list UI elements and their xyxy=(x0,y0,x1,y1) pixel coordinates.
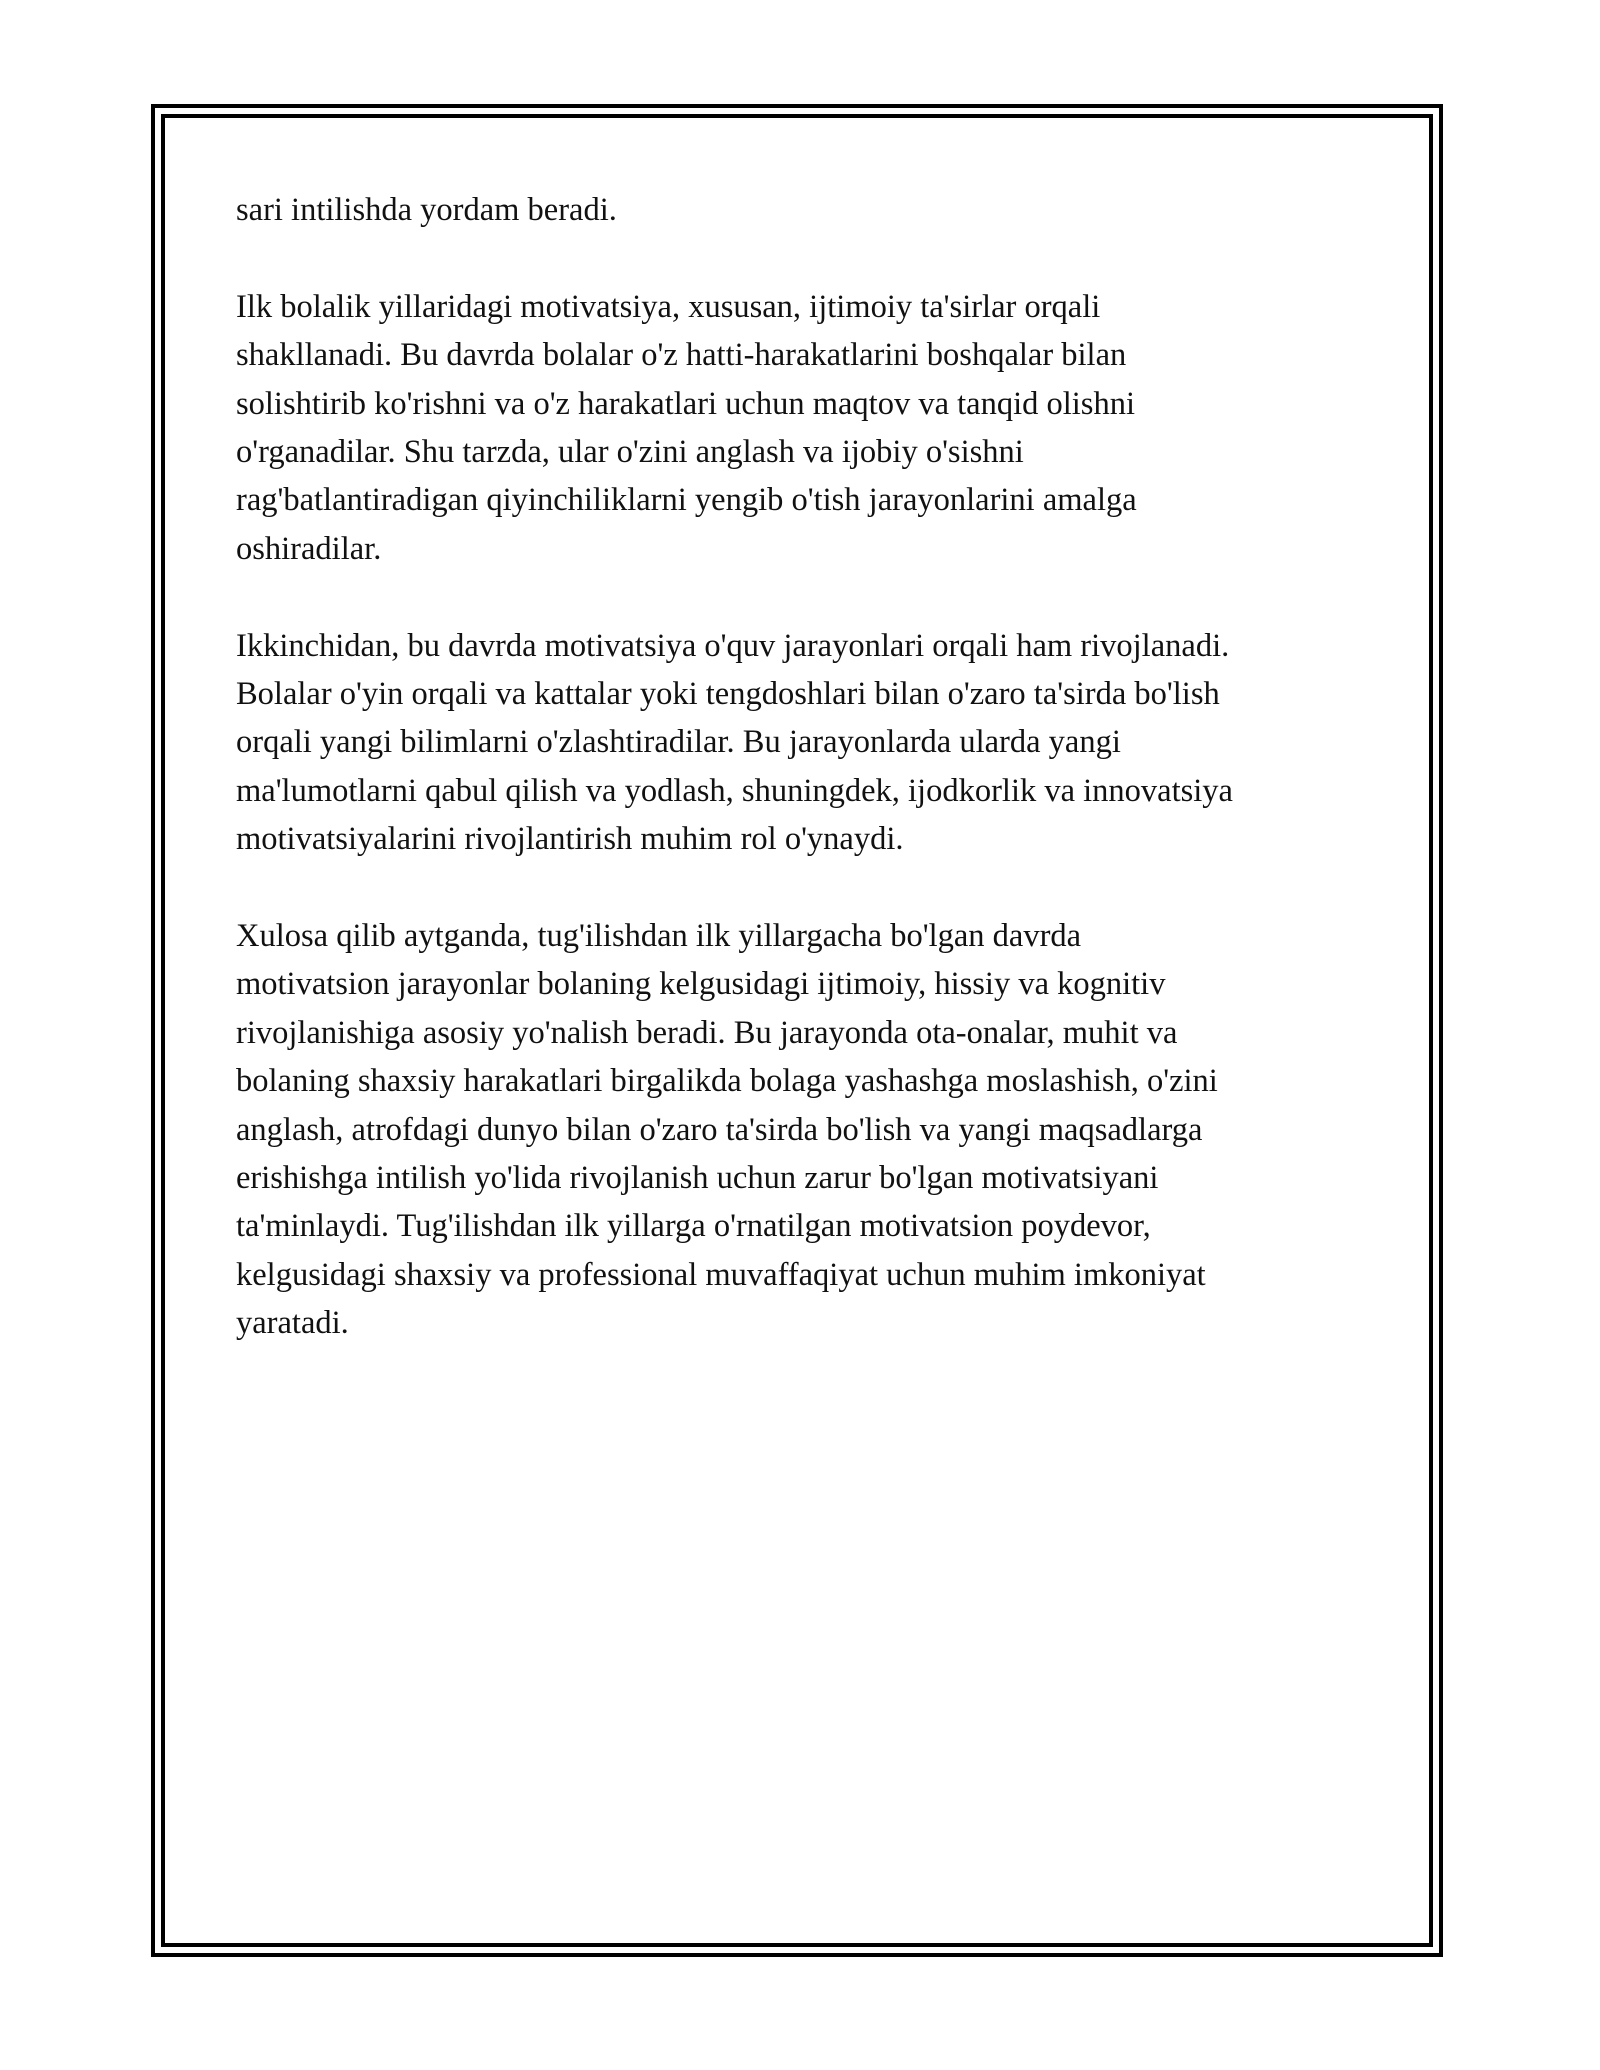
paragraph-4: Xulosa qilib aytganda, tug'ilishdan ilk yillargacha bo'lgan davrda motivatsion jarayonlar bolaning kelgusidagi ijtimoiy, hissiy va kognitiv rivojlanishiga asosiy yo'nalish beradi. Bu jarayonda ota-onalar, muhit va bolaning shaxsiy harakatlari birgalikda bolaga yashashga moslashish, o'zini anglash, atrofdagi dunyo bilan o'zaro ta'sirda bo'lish va yangi maqsadlarga erishishga intilish yo'lida rivojlanish uchun zarur bo'lgan motivatsiyani ta'minlaydi. Tug'ilishdan ilk yillarga o'rnatilgan motivatsion poydevor, kelgusidagi shaxsiy va professional muvaffaqiyat uchun muhim imkoniyat yaratadi. xyxy=(236,918,1218,1342)
paragraph-1: sari intilishda yordam beradi. xyxy=(236,192,617,228)
document-body xyxy=(236,186,1376,1396)
paragraph-2: Ilk bolalik yillaridagi motivatsiya, xususan, ijtimoiy ta'sirlar orqali shakllanadi. Bu davrda bolalar o'z hatti-harakatlarini boshqalar bilan solishtirib ko'rishni va o'z harakatlari uchun maqtov va tanqid olishni o'rganadilar. Shu tarzda, ular o'zini anglash va ijobiy o'sishni rag'batlantiradigan qiyinchiliklarni yengib o'tish jarayonlarini amalga oshiradilar. xyxy=(236,288,1137,567)
paragraph-3: Ikkinchidan, bu davrda motivatsiya o'quv jarayonlari orqali ham rivojlanadi. Bolalar o'yin orqali va kattalar yoki tengdoshlari bilan o'zaro ta'sirda bo'lish orqali yangi bilimlarni o'zlashtiradilar. Bu jarayonlarda ularda yangi ma'lumotlarni qabul qilish va yodlash, shuningdek, ijodkorlik va innovatsiya motivatsiyalarini rivojlantirish muhim rol o'ynaydi. xyxy=(236,627,1233,858)
